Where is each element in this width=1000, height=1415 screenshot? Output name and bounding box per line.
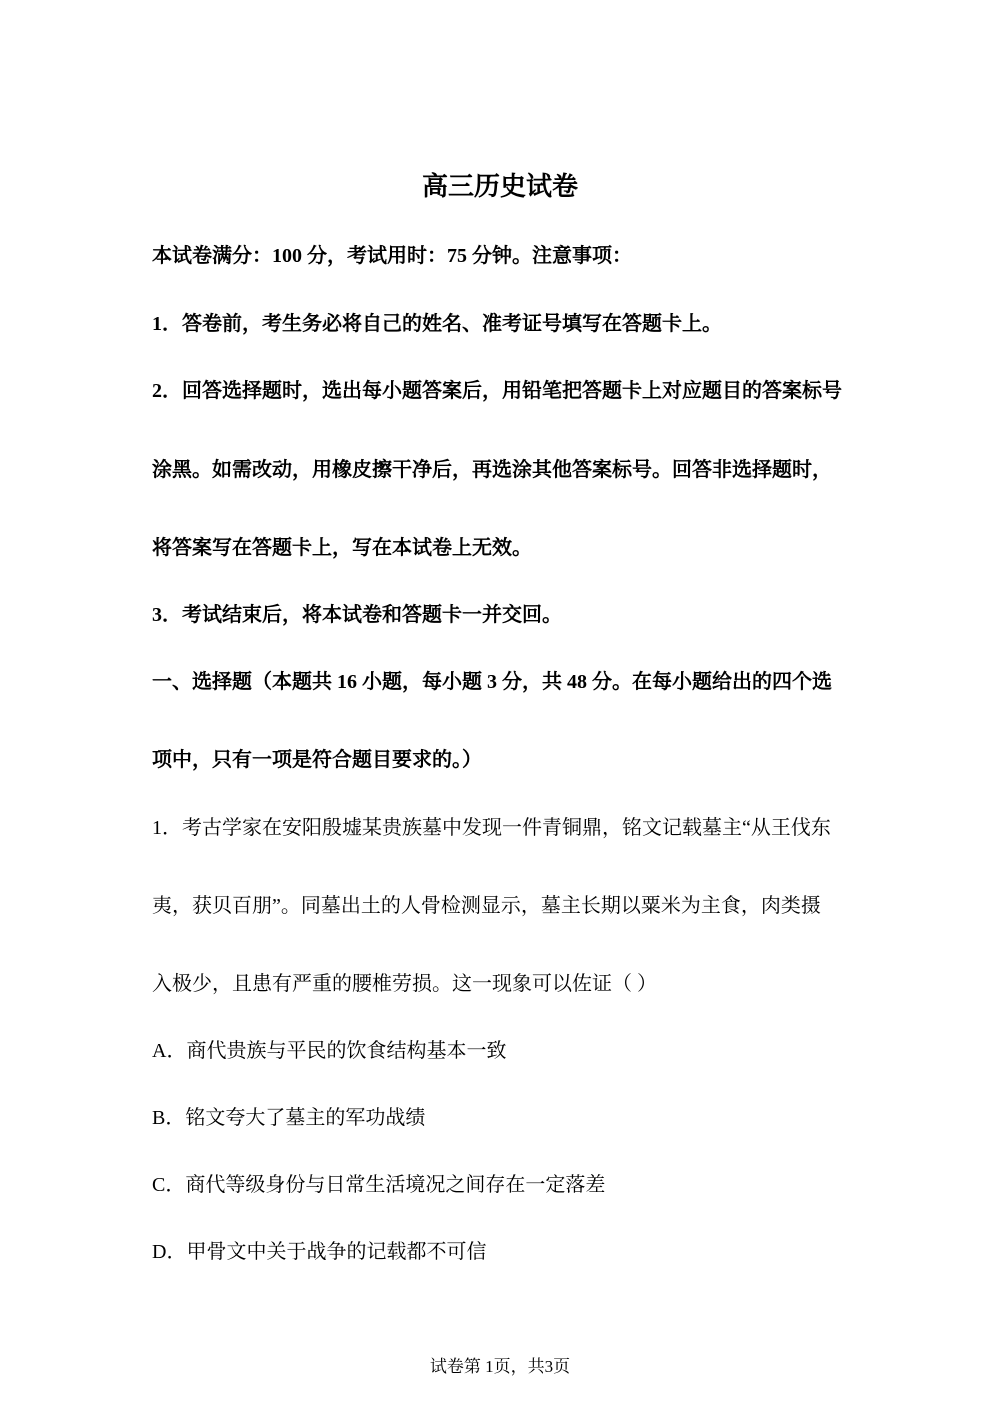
note-item-1: 1．答卷前，考生务必将自己的姓名、准考证号填写在答题卡上。 [152,313,722,335]
question-1-stem-line-2: 夷，获贝百朋”。同墓出土的人骨检测显示，墓主长期以粟米为主食，肉类摄 [152,895,821,917]
document-title: 高三历史试卷 [421,172,578,201]
question-1-option-b: B．铭文夸大了墓主的军功战绩 [152,1107,426,1129]
exam-instructions-intro: 本试卷满分：100 分，考试用时：75 分钟。注意事项： [152,245,632,267]
question-1-stem-line-1: 1．考古学家在安阳殷墟某贵族墓中发现一件青铜鼎，铭文记载墓主“从王伐东 [152,817,831,839]
page-footer: 试卷第 1页，共3页 [429,1357,571,1376]
note-item-3: 3．考试结束后，将本试卷和答题卡一并交回。 [152,604,562,626]
question-1-option-d: D．甲骨文中关于战争的记载都不可信 [152,1241,487,1263]
note-item-2-line-2: 涂黑。如需改动，用橡皮擦干净后，再选涂其他答案标号。回答非选择题时， [152,459,832,481]
question-1-stem-line-3: 入极少，且患有严重的腰椎劳损。这一现象可以佐证（ ） [152,973,657,995]
note-item-2-line-1: 2．回答选择题时，选出每小题答案后，用铅笔把答题卡上对应题目的答案标号 [152,380,842,402]
section-heading-line-1: 一、选择题（本题共 16 小题，每小题 3 分，共 48 分。在每小题给出的四个选 [152,671,832,693]
note-item-2-line-3: 将答案写在答题卡上，写在本试卷上无效。 [152,537,532,559]
question-1-option-a: A．商代贵族与平民的饮食结构基本一致 [152,1040,507,1062]
question-1-option-c: C．商代等级身份与日常生活境况之间存在一定落差 [152,1174,606,1196]
section-heading-line-2: 项中，只有一项是符合题目要求的。） [152,749,482,771]
